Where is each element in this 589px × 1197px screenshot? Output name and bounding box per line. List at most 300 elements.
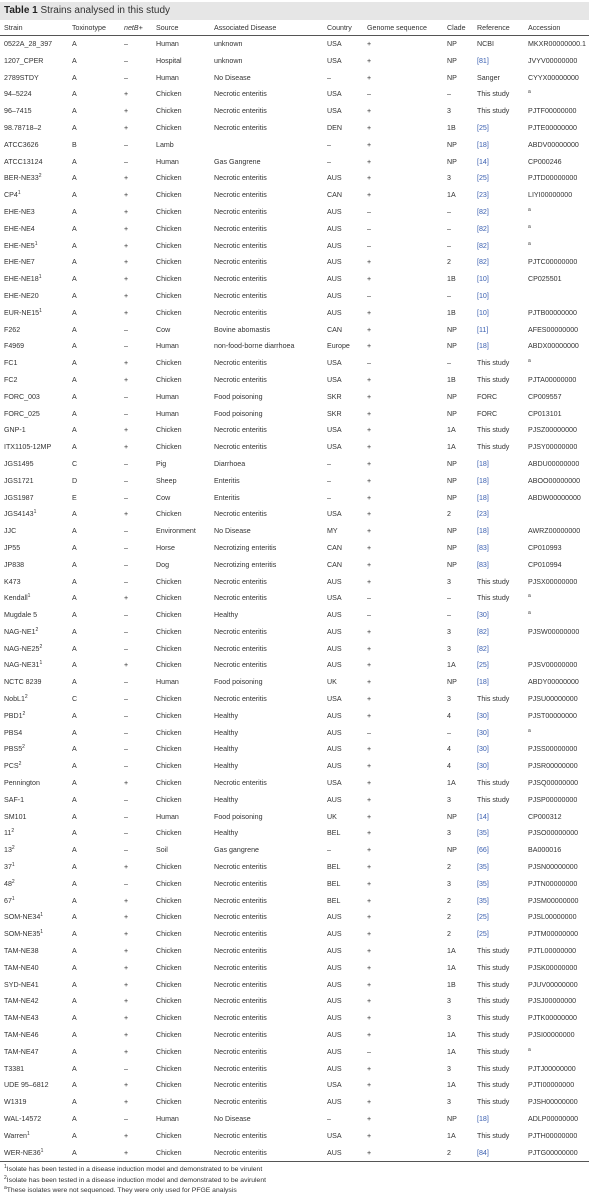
cell-toxinotype-text: A <box>72 1031 77 1040</box>
table-row <box>0 406 589 423</box>
cell-country-text: CAN <box>327 325 342 334</box>
cell-country <box>323 406 363 423</box>
cell-reference-text: Sanger <box>477 73 500 82</box>
table-row <box>0 641 589 658</box>
cell-clade-text: NP <box>447 527 457 536</box>
cell-toxinotype <box>68 590 120 607</box>
cell-genome <box>363 221 443 238</box>
cell-toxinotype-text: A <box>72 812 77 821</box>
cell-genome <box>363 641 443 658</box>
cell-source-text: Human <box>156 73 179 82</box>
cell-source-text: Chicken <box>156 224 182 233</box>
cell-disease-text: Necrotic enteritis <box>214 207 267 216</box>
cell-strain <box>0 137 68 154</box>
cell-reference <box>473 574 524 591</box>
cell-accession-text: PJSS00000000 <box>528 745 578 754</box>
cell-accession <box>524 120 589 137</box>
cell-clade-text: – <box>447 207 451 216</box>
cell-genome-text: – <box>367 594 371 603</box>
cell-clade-text: NP <box>447 140 457 149</box>
cell-country <box>323 355 363 372</box>
cell-source-text: Chicken <box>156 711 182 720</box>
cell-accession <box>524 1010 589 1027</box>
cell-disease <box>210 322 323 339</box>
cell-source <box>152 1077 210 1094</box>
cell-country-text: USA <box>327 695 342 704</box>
cell-genome-text: + <box>367 543 372 552</box>
cell-disease <box>210 1111 323 1128</box>
table-row <box>0 809 589 826</box>
cell-toxinotype <box>68 271 120 288</box>
cell-netb <box>120 473 152 490</box>
cell-source-text: Chicken <box>156 644 182 653</box>
cell-reference <box>473 708 524 725</box>
cell-genome <box>363 1044 443 1061</box>
cell-country-text: AUS <box>327 1031 342 1040</box>
cell-clade <box>443 372 473 389</box>
cell-accession <box>524 909 589 926</box>
cell-netb-text: + <box>124 997 129 1006</box>
cell-disease <box>210 288 323 305</box>
cell-clade <box>443 204 473 221</box>
cell-strain-text: 2789STDY <box>4 73 39 82</box>
cell-source <box>152 657 210 674</box>
cell-toxinotype-text: A <box>72 510 77 519</box>
cell-country <box>323 238 363 255</box>
cell-reference-text: [66] <box>477 846 489 855</box>
cell-toxinotype <box>68 893 120 910</box>
cell-netb <box>120 422 152 439</box>
cell-country-text: USA <box>327 107 342 116</box>
cell-toxinotype-text: A <box>72 40 77 48</box>
cell-country <box>323 993 363 1010</box>
cell-accession-text: PJSY00000000 <box>528 443 578 452</box>
cell-accession-text: CP025501 <box>528 275 562 284</box>
cell-toxinotype <box>68 725 120 742</box>
cell-accession <box>524 859 589 876</box>
cell-toxinotype <box>68 1145 120 1162</box>
cell-accession <box>524 238 589 255</box>
cell-clade-text: 1A <box>447 1047 456 1056</box>
table-row <box>0 338 589 355</box>
cell-netb-text: – <box>124 527 128 536</box>
cell-genome <box>363 53 443 70</box>
table-row <box>0 103 589 120</box>
cell-reference <box>473 691 524 708</box>
cell-toxinotype-text: A <box>72 779 77 788</box>
cell-genome <box>363 456 443 473</box>
cell-strain-text: T3381 <box>4 1064 25 1073</box>
cell-reference <box>473 1061 524 1078</box>
cell-source-text: Chicken <box>156 308 182 317</box>
cell-clade <box>443 305 473 322</box>
cell-netb <box>120 1044 152 1061</box>
cell-netb-text: – <box>124 846 128 855</box>
cell-disease-text: Healthy <box>214 711 239 720</box>
cell-netb <box>120 960 152 977</box>
cell-source <box>152 473 210 490</box>
cell-accession <box>524 574 589 591</box>
cell-disease-text: Necrotic enteritis <box>214 644 267 653</box>
cell-clade <box>443 859 473 876</box>
cell-genome <box>363 137 443 154</box>
cell-reference-text: NCBI <box>477 40 494 48</box>
cell-clade-text: 2 <box>447 510 451 519</box>
cell-strain <box>0 456 68 473</box>
cell-disease <box>210 993 323 1010</box>
cell-source <box>152 439 210 456</box>
cell-strain-text: ATCC3626 <box>4 140 39 149</box>
cell-strain <box>0 842 68 859</box>
cell-country-text: AUS <box>327 224 342 233</box>
cell-clade <box>443 926 473 943</box>
cell-reference-text: [35] <box>477 829 489 838</box>
cell-reference <box>473 221 524 238</box>
cell-toxinotype <box>68 70 120 87</box>
cell-genome <box>363 1145 443 1162</box>
table-row <box>0 893 589 910</box>
cell-strain-text: BER-NE33 <box>4 174 39 183</box>
cell-genome-text: + <box>367 963 372 972</box>
cell-genome <box>363 674 443 691</box>
cell-source <box>152 372 210 389</box>
cell-accession <box>524 422 589 439</box>
cell-disease <box>210 842 323 859</box>
cell-strain <box>0 607 68 624</box>
cell-reference-text: This study <box>477 426 510 435</box>
cell-toxinotype-text: A <box>72 863 77 872</box>
cell-toxinotype-text: A <box>72 291 77 300</box>
cell-reference-text: This study <box>477 997 510 1006</box>
cell-toxinotype <box>68 624 120 641</box>
cell-toxinotype <box>68 859 120 876</box>
cell-reference-text: [18] <box>477 342 489 351</box>
cell-country-text: – <box>327 157 331 166</box>
footnote-mark: a <box>528 610 531 617</box>
cell-strain <box>0 506 68 523</box>
cell-reference-text: This study <box>477 1098 510 1107</box>
cell-clade <box>443 691 473 708</box>
cell-netb <box>120 708 152 725</box>
cell-clade <box>443 103 473 120</box>
cell-reference <box>473 590 524 607</box>
cell-clade-text: 4 <box>447 745 451 754</box>
cell-source <box>152 322 210 339</box>
cell-reference <box>473 137 524 154</box>
cell-accession <box>524 36 589 53</box>
cell-clade <box>443 725 473 742</box>
cell-accession-text: PJTM00000000 <box>528 930 579 939</box>
cell-reference <box>473 909 524 926</box>
cell-disease-text: Gas gangrene <box>214 846 259 855</box>
cell-source-text: Chicken <box>156 728 182 737</box>
cell-genome <box>363 439 443 456</box>
cell-genome-text: + <box>367 140 372 149</box>
cell-accession-text: LIYI00000000 <box>528 191 573 200</box>
cell-accession-text: PJSM00000000 <box>528 896 579 905</box>
cell-genome <box>363 36 443 53</box>
cell-clade <box>443 137 473 154</box>
cell-source <box>152 943 210 960</box>
cell-country <box>323 338 363 355</box>
table-row <box>0 977 589 994</box>
cell-clade-text: 3 <box>447 107 451 116</box>
cell-disease-text: Necrotic enteritis <box>214 359 267 368</box>
cell-toxinotype <box>68 876 120 893</box>
cell-source-text: Chicken <box>156 947 182 956</box>
cell-clade <box>443 657 473 674</box>
cell-netb-text: – <box>124 157 128 166</box>
cell-strain <box>0 1128 68 1145</box>
cell-clade <box>443 893 473 910</box>
cell-strain <box>0 1044 68 1061</box>
cell-clade <box>443 1128 473 1145</box>
cell-strain-text: JP55 <box>4 543 21 552</box>
footnote-1: $^1$Isolate has been tested in a disease induction model and demonstrated to be virulent <box>4 1164 263 1174</box>
cell-clade-text: 3 <box>447 795 451 804</box>
cell-netb <box>120 657 152 674</box>
cell-strain <box>0 977 68 994</box>
cell-reference-text: [82] <box>477 207 489 216</box>
cell-genome-text: + <box>367 762 372 771</box>
cell-country-text: USA <box>327 779 342 788</box>
cell-clade-text: 1A <box>447 1131 456 1140</box>
cell-clade-text: NP <box>447 560 457 569</box>
cell-clade <box>443 490 473 507</box>
cell-netb <box>120 238 152 255</box>
cell-toxinotype <box>68 506 120 523</box>
cell-country <box>323 53 363 70</box>
cell-disease-text: Enteritis <box>214 493 240 502</box>
table-row <box>0 590 589 607</box>
cell-country <box>323 590 363 607</box>
cell-country <box>323 909 363 926</box>
cell-strain <box>0 187 68 204</box>
cell-toxinotype <box>68 943 120 960</box>
cell-reference <box>473 809 524 826</box>
cell-netb-text: – <box>124 543 128 552</box>
cell-toxinotype-text: A <box>72 342 77 351</box>
cell-disease <box>210 1077 323 1094</box>
cell-genome-text: + <box>367 947 372 956</box>
cell-strain <box>0 204 68 221</box>
cell-genome <box>363 590 443 607</box>
cell-disease-text: Necrotic enteritis <box>214 1031 267 1040</box>
cell-disease-text: unknown <box>214 40 243 48</box>
cell-toxinotype <box>68 1027 120 1044</box>
cell-accession <box>524 1077 589 1094</box>
cell-strain <box>0 674 68 691</box>
cell-toxinotype-text: A <box>72 762 77 771</box>
cell-clade-text: 1A <box>447 779 456 788</box>
cell-accession <box>524 557 589 574</box>
cell-netb-text: + <box>124 510 129 519</box>
cell-disease-text: Necrotic enteritis <box>214 426 267 435</box>
cell-genome-text: – <box>367 90 371 99</box>
cell-source-text: Chicken <box>156 1031 182 1040</box>
cell-source-text: Chicken <box>156 443 182 452</box>
cell-source-text: Horse <box>156 543 175 552</box>
cell-clade-text: 2 <box>447 930 451 939</box>
cell-country <box>323 103 363 120</box>
cell-genome-text: + <box>367 73 372 82</box>
cell-country-text: AUS <box>327 207 342 216</box>
cell-reference-text: This study <box>477 947 510 956</box>
cell-toxinotype-text: A <box>72 913 77 922</box>
cell-reference-text: [11] <box>477 325 489 334</box>
cell-accession <box>524 372 589 389</box>
cell-netb <box>120 876 152 893</box>
cell-netb-text: – <box>124 409 128 418</box>
cell-country-text: AUS <box>327 241 342 250</box>
cell-netb <box>120 792 152 809</box>
cell-genome-text: + <box>367 829 372 838</box>
cell-reference <box>473 355 524 372</box>
cell-disease-text: Necrotic enteritis <box>214 375 267 384</box>
cell-genome <box>363 809 443 826</box>
cell-country <box>323 842 363 859</box>
cell-country <box>323 624 363 641</box>
cell-source-text: Chicken <box>156 997 182 1006</box>
cell-country <box>323 725 363 742</box>
cell-accession-text: PJTF00000000 <box>528 107 577 116</box>
cell-netb <box>120 288 152 305</box>
table-row <box>0 490 589 507</box>
cell-netb-text: – <box>124 560 128 569</box>
table-row <box>0 1027 589 1044</box>
cell-disease <box>210 70 323 87</box>
cell-clade <box>443 86 473 103</box>
cell-disease-text: Necrotic enteritis <box>214 577 267 586</box>
cell-genome-text: + <box>367 308 372 317</box>
cell-strain-text: NAG-NE31 <box>4 661 40 670</box>
cell-genome-text: + <box>367 1131 372 1140</box>
cell-accession-text: PJSK00000000 <box>528 963 578 972</box>
cell-strain-text: JGS1721 <box>4 476 34 485</box>
cell-disease <box>210 825 323 842</box>
cell-clade-text: 1A <box>447 1081 456 1090</box>
cell-netb <box>120 389 152 406</box>
cell-country <box>323 607 363 624</box>
cell-accession <box>524 624 589 641</box>
cell-genome <box>363 120 443 137</box>
cell-country <box>323 473 363 490</box>
cell-source-text: Human <box>156 409 179 418</box>
cell-clade <box>443 422 473 439</box>
cell-accession <box>524 305 589 322</box>
cell-source-text: Soil <box>156 846 168 855</box>
cell-netb <box>120 338 152 355</box>
cell-clade <box>443 977 473 994</box>
cell-accession <box>524 1044 589 1061</box>
cell-toxinotype-text: A <box>72 711 77 720</box>
cell-strain-text: TAM-NE38 <box>4 947 39 956</box>
cell-genome-text: + <box>367 661 372 670</box>
cell-clade-text: 3 <box>447 997 451 1006</box>
cell-genome <box>363 1077 443 1094</box>
cell-netb-text: + <box>124 426 129 435</box>
cell-netb-text: + <box>124 359 129 368</box>
cell-disease-text: Necrotic enteritis <box>214 224 267 233</box>
cell-source-text: Chicken <box>156 980 182 989</box>
cell-strain-text: EHE-NE4 <box>4 224 35 233</box>
cell-accession-text: CP000312 <box>528 812 562 821</box>
cell-netb-text: + <box>124 241 129 250</box>
cell-strain <box>0 154 68 171</box>
cell-accession-text: ABDU00000000 <box>528 459 580 468</box>
cell-strain <box>0 993 68 1010</box>
cell-disease-text: Enteritis <box>214 476 240 485</box>
footnote-mark: a <box>528 358 531 365</box>
footnote-mark: 2 <box>24 694 28 701</box>
cell-genome <box>363 859 443 876</box>
cell-strain-text: FORC_025 <box>4 409 40 418</box>
cell-toxinotype-text: A <box>72 224 77 233</box>
footnote-mark: 1 <box>11 862 15 869</box>
cell-toxinotype <box>68 1128 120 1145</box>
cell-netb-text: – <box>124 879 128 888</box>
cell-disease <box>210 389 323 406</box>
cell-strain-text: EHE-NE7 <box>4 258 35 267</box>
cell-clade-text: 2 <box>447 258 451 267</box>
cell-source-text: Human <box>156 678 179 687</box>
cell-toxinotype <box>68 86 120 103</box>
cell-reference <box>473 842 524 859</box>
table-row <box>0 86 589 103</box>
cell-reference-text: [25] <box>477 913 489 922</box>
cell-country-text: USA <box>327 1081 342 1090</box>
cell-strain-text: PBS5 <box>4 745 23 754</box>
table-row <box>0 70 589 87</box>
cell-accession-text: PJSL00000000 <box>528 913 577 922</box>
cell-clade-text: NP <box>447 678 457 687</box>
cell-accession <box>524 691 589 708</box>
cell-country-text: USA <box>327 1131 342 1140</box>
footnote-mark: a <box>528 89 531 96</box>
cell-country <box>323 1010 363 1027</box>
cell-source-text: Chicken <box>156 291 182 300</box>
cell-disease <box>210 574 323 591</box>
table-row <box>0 187 589 204</box>
cell-accession <box>524 439 589 456</box>
cell-clade-text: 3 <box>447 577 451 586</box>
cell-netb-text: + <box>124 291 129 300</box>
cell-genome-text: + <box>367 157 372 166</box>
cell-clade-text: 2 <box>447 896 451 905</box>
cell-netb <box>120 322 152 339</box>
cell-reference-text: This study <box>477 963 510 972</box>
cell-clade-text: 1A <box>447 947 456 956</box>
cell-clade-text: – <box>447 359 451 368</box>
cell-source-text: Chicken <box>156 1131 182 1140</box>
cell-disease-text: Necrotic enteritis <box>214 980 267 989</box>
cell-netb <box>120 1010 152 1027</box>
cell-strain-text: PBS4 <box>4 728 23 737</box>
cell-reference-text: This study <box>477 443 510 452</box>
cell-strain-text: EHE-NE3 <box>4 207 35 216</box>
cell-strain-text: 37 <box>4 863 12 872</box>
table-row <box>0 792 589 809</box>
cell-source <box>152 187 210 204</box>
cell-genome-text: + <box>367 375 372 384</box>
cell-accession <box>524 187 589 204</box>
cell-genome-text: + <box>367 644 372 653</box>
col-toxinotype: Toxinotype <box>68 20 120 36</box>
cell-accession <box>524 977 589 994</box>
cell-disease-text: Necrotic enteritis <box>214 913 267 922</box>
cell-strain-text: Warren <box>4 1131 27 1140</box>
cell-disease-text: Necrotic enteritis <box>214 627 267 636</box>
